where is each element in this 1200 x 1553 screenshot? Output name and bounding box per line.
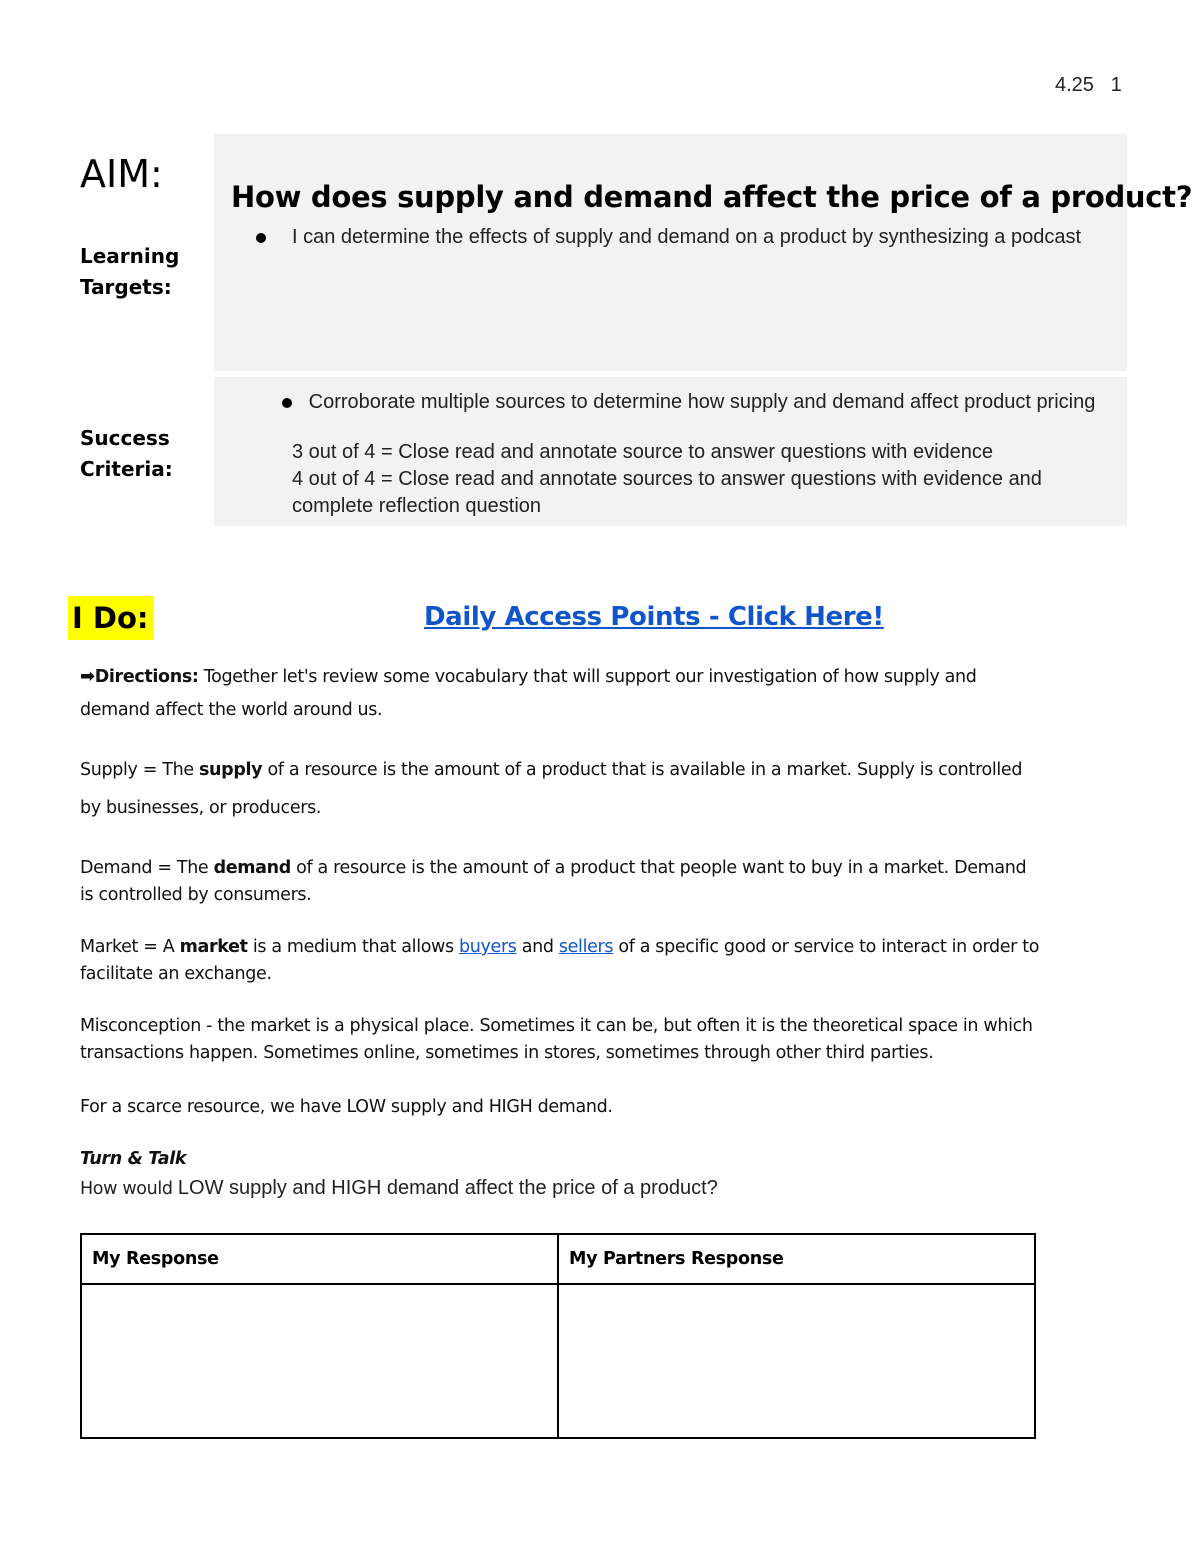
response-table bbox=[80, 1233, 1036, 1439]
misconception-paragraph: Misconception - the market is a physical place. Sometimes it can be, but often it is the theoretical space in which transactions happen. Sometimes online, sometimes in stores, sometimes through other third parties. bbox=[80, 1016, 1033, 1063]
success-criteria-label-line2: Criteria: bbox=[80, 457, 173, 481]
demand-text: of a resource is the amount of a product that people want to buy in a market. Demand is controlled by consumers. bbox=[80, 858, 1027, 905]
turn-and-talk-label: Turn & Talk bbox=[80, 1149, 187, 1169]
success-criteria-label bbox=[80, 423, 200, 485]
question-start: How would bbox=[80, 1179, 178, 1199]
response-table-row bbox=[81, 1284, 1035, 1438]
scarce-resource-paragraph: For a scarce resource, we have LOW supply and HIGH demand. bbox=[80, 1097, 613, 1117]
sellers-link[interactable]: sellers bbox=[558, 937, 614, 957]
supply-prefix: Supply = The bbox=[80, 760, 199, 780]
directions-paragraph bbox=[80, 660, 1040, 727]
success-criteria-bullet-text: Corroborate multiple sources to determine how supply and demand affect product pricing bbox=[308, 391, 1096, 413]
learning-target-text: I can determine the effects of supply and demand on a product by synthesizing a podcast bbox=[292, 226, 1082, 248]
i-do-heading: I Do: bbox=[68, 596, 154, 640]
demand-prefix: Demand = The bbox=[80, 858, 214, 878]
learning-targets-list bbox=[254, 224, 1084, 251]
success-criteria-label-line1: Success bbox=[80, 426, 170, 450]
demand-definition bbox=[80, 855, 1040, 909]
my-response-header: My Response bbox=[81, 1234, 558, 1284]
learning-targets-label-line1: Learning bbox=[80, 244, 180, 268]
success-criteria-box bbox=[214, 377, 1127, 526]
partner-response-cell[interactable] bbox=[558, 1284, 1035, 1438]
market-text-1: is a medium that allows bbox=[247, 937, 460, 957]
bullet-icon bbox=[282, 398, 292, 408]
arrow-right-icon: ➡ bbox=[80, 666, 95, 687]
aim-box bbox=[214, 134, 1193, 371]
learning-targets-label-line2: Targets: bbox=[80, 275, 172, 299]
partner-response-header: My Partners Response bbox=[558, 1234, 1035, 1284]
supply-term: supply bbox=[198, 760, 263, 780]
supply-definition bbox=[80, 751, 1040, 827]
question-rest: LOW supply and HIGH demand affect the price of a product? bbox=[177, 1177, 718, 1199]
success-criteria-bullet bbox=[292, 389, 1112, 415]
response-table-header-row bbox=[81, 1234, 1035, 1284]
directions-label: Directions: bbox=[94, 667, 199, 687]
demand-term: demand bbox=[213, 858, 291, 878]
market-term: market bbox=[179, 937, 248, 957]
page-number: 4.25 1 bbox=[1055, 74, 1122, 96]
supply-text: of a resource is the amount of a product that is available in a market. Supply is controlled by businesses, or producers. bbox=[80, 760, 1023, 818]
learning-target-item bbox=[254, 224, 1084, 251]
aim-question: How does supply and demand affect the price of a product? bbox=[231, 180, 1193, 214]
my-response-cell[interactable] bbox=[81, 1284, 558, 1438]
learning-targets-label bbox=[80, 241, 200, 303]
aim-label: AIM: bbox=[80, 152, 163, 196]
market-definition bbox=[80, 934, 1040, 988]
daily-access-points-link[interactable]: Daily Access Points - Click Here! bbox=[424, 602, 884, 632]
directions-text: Together let's review some vocabulary that will support our investigation of how supply and demand affect the world around us. bbox=[80, 667, 977, 720]
success-criteria-3-of-4: 3 out of 4 = Close read and annotate source to answer questions with evidence bbox=[292, 441, 994, 463]
turn-and-talk-question bbox=[80, 1175, 718, 1203]
bullet-icon bbox=[256, 233, 266, 243]
market-text-2: and bbox=[516, 937, 559, 957]
success-criteria-4-of-4: 4 out of 4 = Close read and annotate sources to answer questions with evidence and complete reflection question bbox=[292, 468, 1042, 517]
buyers-link[interactable]: buyers bbox=[459, 937, 517, 957]
market-text-3: of a specific good or service to interact in order to facilitate an exchange. bbox=[80, 937, 1040, 984]
market-prefix: Market = A bbox=[80, 937, 180, 957]
